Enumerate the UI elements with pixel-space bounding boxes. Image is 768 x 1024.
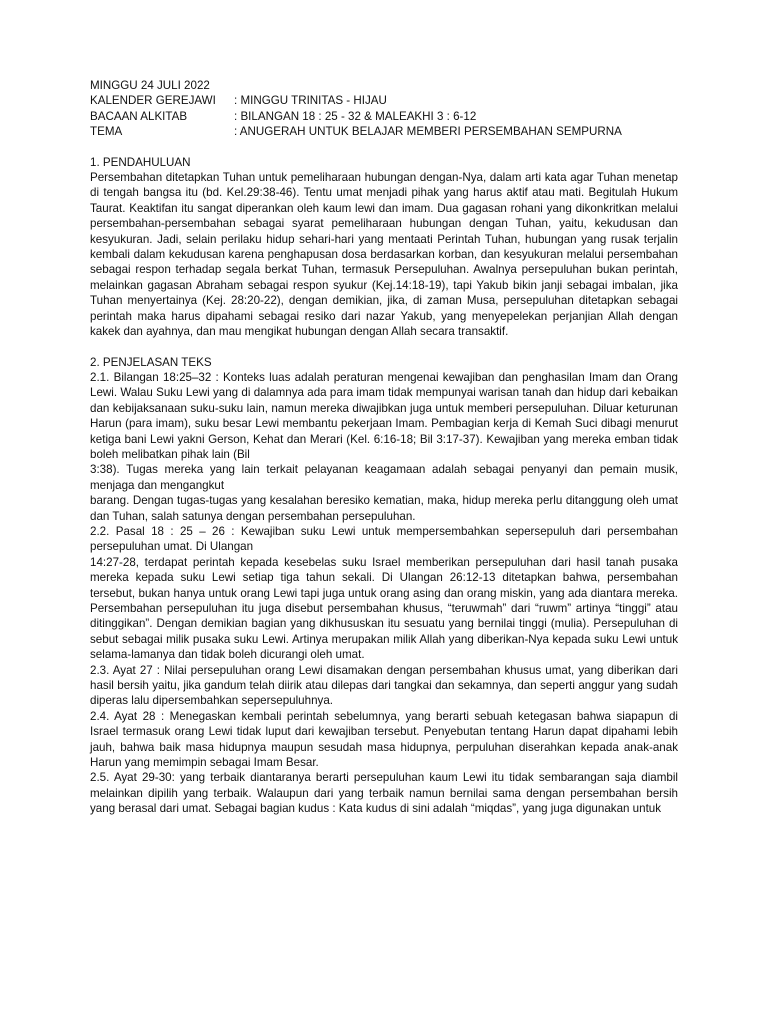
- section-heading-text-explanation: 2. PENJELASAN TEKS: [90, 355, 212, 369]
- paragraph-2-1: 2.1. Bilangan 18:25–32 : Konteks luas adalah peraturan mengenai kewajiban dan penghasilan Imam dan Orang Lewi. Walau Suku Lewi yang di dalamnya ada para imam tidak mempunyai warisan tanah dan hidup dari kebaikan dan kebijaksanaan suku-suku lain, namun mereka diwajibkan juga untuk memberi persepuluhan. Diluar keturunan Harun (para imam), suku besar Lewi membantu pekerjaan Imam. Pembagian kerja di Kemah Suci dibagi menurut ketiga bani Lewi yakni Gerson, Kehat dan Merari (Kel. 6:16-18; Bil 3:17-37). Kewajiban yang mereka emban tidak boleh melibatkan pihak lain (Bil: [90, 370, 678, 461]
- paragraph-2-5: 2.5. Ayat 29-30: yang terbaik diantaranya berarti persepuluhan kaum Lewi itu tidak sembarangan saja diambil melainkan dipilih yang terbaik. Walaupun dari yang terbaik namun bernilai sama dengan persembahan bersih yang berasal dari umat. Sebagai bagian kudus : Kata kudus di sini adalah “miqdas”, yang juga digunakan untuk: [90, 771, 678, 816]
- paragraph-2-4: 2.4. Ayat 28 : Menegaskan kembali perintah sebelumnya, yang berarti sebuah ketegasan bahwa siapapun di Israel termasuk orang Lewi tidak luput dari kewajiban tersebut. Penyebutan tentang Harun dapat dipahami lebih jauh, bahwa baik masa hidupnya maupun sesudah masa hidupnya, perpuluhan diserahkan kepada anak-anak Harun yang memimpin sebagai Imam Besar.: [90, 709, 678, 770]
- meta-label: KALENDER GEREJAWI: [90, 94, 216, 108]
- paragraph-2-2: 2.2. Pasal 18 : 25 – 26 : Kewajiban suku Lewi untuk mempersembahkan sepersepuluh dari persembahan persepuluhan umat. Di Ulangan: [90, 524, 678, 554]
- paragraph-2-3: 2.3. Ayat 27 : Nilai persepuluhan orang Lewi disamakan dengan persembahan khusus umat, yang diberikan dari hasil bersih yaitu, jika gandum telah diirik atau dilepas dari tangkai dan sekamnya, dan seperti anggur yang sudah diperas lalu dipersembahkan sepersepuluhnya.: [90, 663, 678, 708]
- paragraph-2-1-end: barang. Dengan tugas-tugas yang kesalahan beresiko kematian, maka, hidup mereka perlu ditanggung oleh umat dan Tuhan, salah satunya dengan persembahan persepuluhan.: [90, 494, 678, 523]
- meta-row-reading: [90, 109, 678, 124]
- meta-value: : BILANGAN 18 : 25 - 32 & MALEAKHI 3 : 6-12: [234, 109, 477, 123]
- paragraph-2-1-continued: 3:38). Tugas mereka yang lain terkait pelayanan keagamaan adalah sebagai penyanyi dan pemain musik, menjaga dan mengangkut: [90, 463, 678, 492]
- introduction-paragraph: Persembahan ditetapkan Tuhan untuk pemeliharaan hubungan dengan-Nya, dalam arti kata agar Tuhan menetap di tengah bangsa itu (bd. Kel.29:38-46). Tentu umat menjadi pihak yang harus aktif atau mati. Begitulah Hukum Taurat. Keaktifan itu sangat diperankan oleh kaum lewi dan imam. Dua gagasan rohani yang dikonkritkan melalui persembahan-persembahan sebagai syarat pemeliharaan hubungan dengan Tuhan, yaitu, kekudusan dan kesyukuran. Jadi, selain perilaku hidup sehari-hari yang mentaati Perintah Tuhan, hubungan yang rusak terjalin kembali dalam kekudusan karena penghapusan dosa berdasarkan korban, dan kesyukuran melalui persembahan sebagai respon terhadap segala berkat Tuhan, termasuk Persepuluhan. Awalnya persepuluhan bukan perintah, melainkan gagasan Abraham sebagai respon syukur (Kej.14:18-19), tapi Yakub bikin janji sebagai imbalan, jika Tuhan menyertainya (Kej. 28:20-22), dengan demikian, jika, di zaman Musa, persepuluhan ditetapkan sebagai perintah maka harus dipahami sebagai resiko dari nazar Yakub, yang menyepelekan perjanjian Allah dengan kakek dan ayahnya, dan mau mengikat hubungan dengan Allah secara transaktif.: [90, 171, 678, 339]
- meta-value: : ANUGERAH UNTUK BELAJAR MEMBERI PERSEMBAHAN SEMPURNA: [234, 125, 622, 139]
- paragraph-2-2-continued: 14:27-28, terdapat perintah kepada kesebelas suku Israel memberikan persepuluhan dari hasil tanah pusaka mereka kepada suku Lewi setiap tiga tahun sekali. Di Ulangan 26:12-13 ditetapkan bahwa, persembahan tersebut, bukan hanya untuk orang Lewi tapi juga untuk orang asing dan orang miskin, yang ada diantara mereka. Persembahan persepuluhan itu juga disebut persembahan khusus, “teruwmah” dari “ruwm” artinya “tinggi” atau ditinggikan”. Dengan demikian bagian yang dikhususkan itu sesuatu yang bernilai tinggi (mulia). Persepuluhan di sebut sebagai milik pusaka suku Lewi. Artinya merupakan milik Allah yang diberikan-Nya kepada suku Lewi untuk selama-lamanya dan tidak boleh dicurangi oleh umat.: [90, 555, 678, 662]
- date-line: MINGGU 24 JULI 2022: [90, 79, 210, 92]
- meta-label: TEMA: [90, 125, 123, 139]
- section-heading-introduction: 1. PENDAHULUAN: [90, 155, 191, 169]
- meta-row-theme: [90, 124, 678, 139]
- document-page: [90, 78, 678, 817]
- meta-row-calendar: [90, 93, 678, 108]
- meta-label: BACAAN ALKITAB: [90, 109, 188, 123]
- meta-value: : MINGGU TRINITAS - HIJAU: [234, 94, 387, 108]
